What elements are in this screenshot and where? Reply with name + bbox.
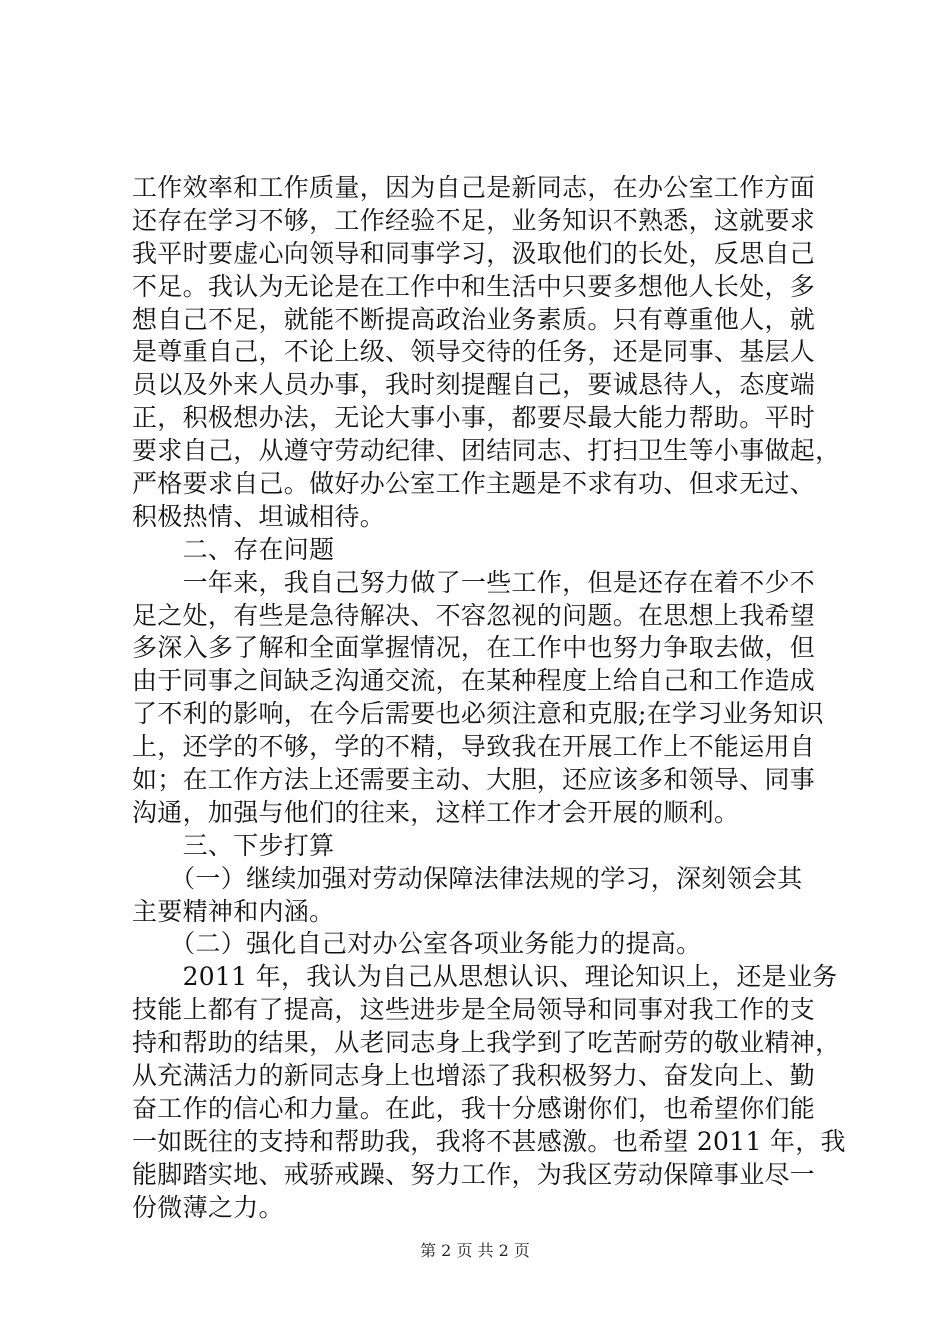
page-footer: 第 2 页 共 2 页: [420, 1241, 530, 1260]
text-line: 持和帮助的结果，从老同志身上我学到了吃苦耐劳的敬业精神，: [132, 1028, 841, 1058]
text-line: （一）继续加强对劳动保障法律法规的学习，深刻领会其: [132, 863, 803, 893]
text-line: 从充满活力的新同志身上也增添了我积极努力、奋发向上、勤: [132, 1061, 816, 1091]
text-line: 技能上都有了提高，这些进步是全局领导和同事对我工作的支: [132, 995, 816, 1025]
text-line: 2011 年，我认为自己从思想认识、理论知识上，还是业务: [132, 962, 838, 992]
text-line: 是尊重自己，不论上级、领导交待的任务，还是同事、基层人: [132, 337, 816, 367]
text-line: 如；在工作方法上还需要主动、大胆，还应该多和领导、同事: [132, 765, 816, 795]
text-line: 上，还学的不够，学的不精，导致我在开展工作上不能运用自: [132, 732, 816, 762]
text-line: 了不利的影响，在今后需要也必须注意和克服;在学习业务知识: [132, 699, 824, 729]
text-line: （二）强化自己对办公室各项业务能力的提高。: [132, 929, 702, 959]
text-line: 二、存在问题: [132, 534, 335, 564]
text-line: 一如既往的支持和帮助我，我将不甚感激。也希望 2011 年，我: [132, 1126, 846, 1156]
text-line: 能脚踏实地、戒骄戒躁、努力工作，为我区劳动保障事业尽一: [132, 1159, 816, 1189]
text-line: 由于同事之间缺乏沟通交流，在某种程度上给自己和工作造成: [132, 666, 816, 696]
text-line: 沟通，加强与他们的往来，这样工作才会开展的顺利。: [132, 797, 740, 827]
text-line: 一年来，我自己努力做了一些工作，但是还存在着不少不: [132, 567, 816, 597]
text-line: 我平时要虚心向领导和同事学习，汲取他们的长处，反思自己: [132, 238, 816, 268]
text-line: 想自己不足，就能不断提高政治业务素质。只有尊重他人，就: [132, 304, 816, 334]
text-line: 工作效率和工作质量，因为自己是新同志，在办公室工作方面: [132, 173, 816, 202]
text-line: 严格要求自己。做好办公室工作主题是不求有功、但求无过、: [132, 469, 816, 499]
text-line: 份微薄之力。: [132, 1192, 284, 1222]
text-line: 主要精神和内涵。: [132, 896, 335, 926]
text-line: 足之处，有些是急待解决、不容忽视的问题。在思想上我希望: [132, 600, 816, 630]
text-line: 三、下步打算: [132, 830, 335, 860]
text-line: 不足。我认为无论是在工作中和生活中只要多想他人长处，多: [132, 271, 816, 301]
text-line: 积极热情、坦诚相待。: [132, 501, 386, 531]
text-line: 多深入多了解和全面掌握情况，在工作中也努力争取去做，但: [132, 633, 816, 663]
text-line: 还存在学习不够，工作经验不足，业务知识不熟悉，这就要求: [132, 205, 816, 235]
text-line: 要求自己，从遵守劳动纪律、团结同志、打扫卫生等小事做起，: [132, 436, 841, 466]
text-line: 奋工作的信心和力量。在此，我十分感谢你们，也希望你们能: [132, 1093, 816, 1123]
text-line: 正，积极想办法，无论大事小事，都要尽最大能力帮助。平时: [132, 403, 816, 433]
document-body: [132, 172, 846, 1225]
text-line: 员以及外来人员办事，我时刻提醒自己，要诚恳待人，态度端: [132, 370, 816, 400]
